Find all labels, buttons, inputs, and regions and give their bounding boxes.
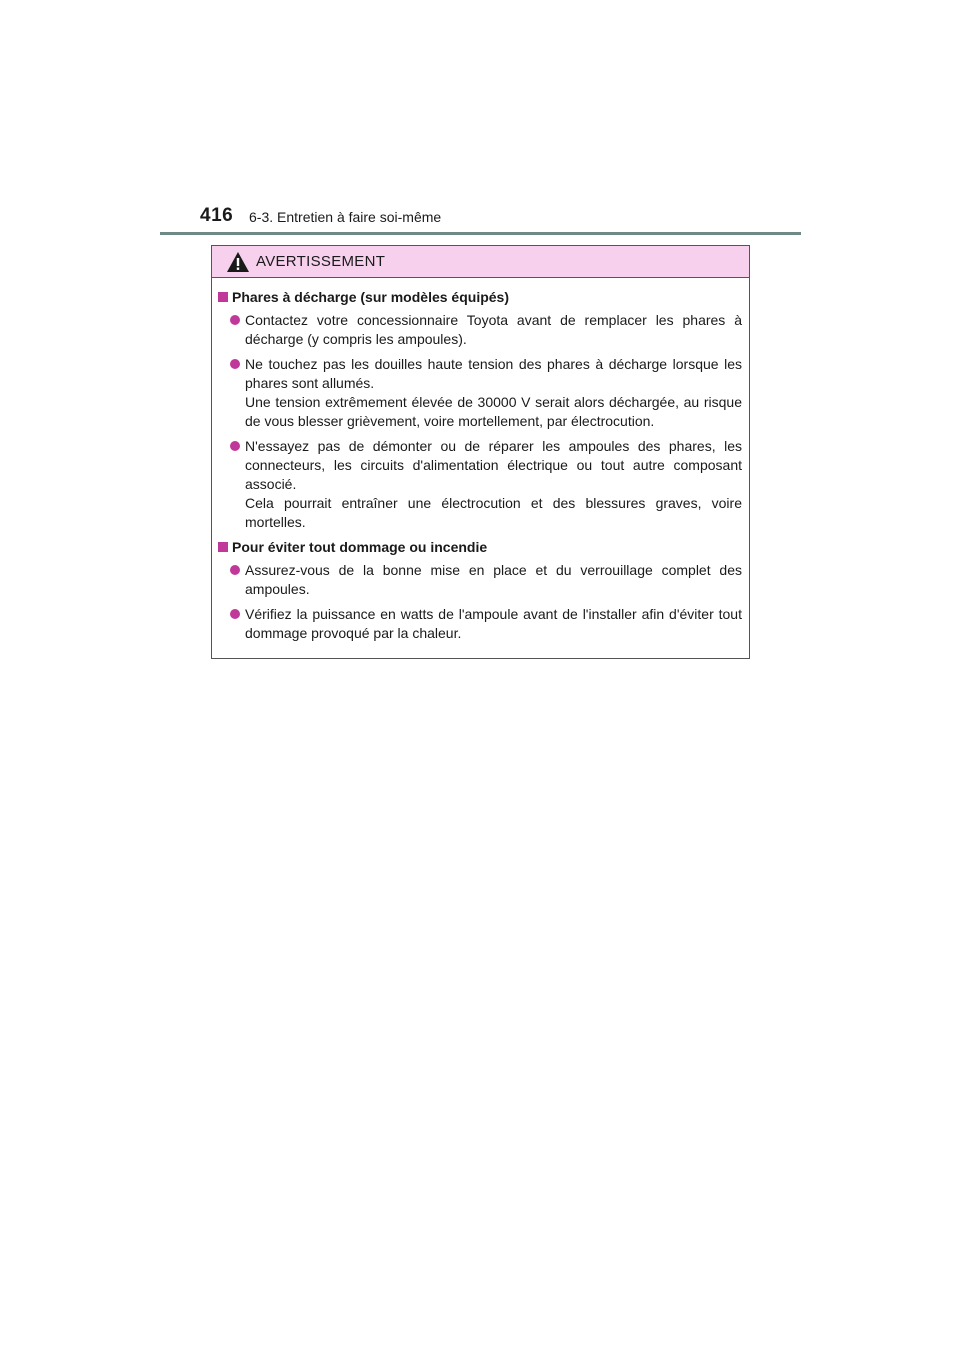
warning-box — [211, 245, 750, 659]
list-item-text — [245, 311, 742, 349]
warning-header — [212, 246, 749, 278]
section-heading-text: Phares à décharge (sur modèles équipés) — [232, 289, 509, 305]
paragraph: Cela pourrait entraîner une électrocution et des blessures graves, voire mortelles. — [245, 495, 742, 530]
list-item-text — [245, 355, 742, 431]
warning-section-headlamps — [218, 288, 742, 532]
paragraph: Une tension extrêmement élevée de 30000 V serait alors déchargée, au risque de vous blesser grièvement, voire mortellement, par électrocution. — [245, 394, 742, 429]
warning-section-damage-fire — [218, 538, 742, 643]
square-bullet-icon — [218, 292, 228, 302]
section-heading — [218, 288, 742, 307]
list-item — [218, 437, 742, 532]
list-item — [218, 561, 742, 599]
round-bullet-icon — [230, 359, 240, 369]
chapter-section-title: 6-3. Entretien à faire soi-même — [249, 209, 442, 225]
paragraph: Assurez-vous de la bonne mise en place et du verrouillage complet des ampoules. — [245, 562, 742, 597]
list-item — [218, 605, 742, 643]
page-number: 416 — [200, 205, 234, 226]
list-item-text — [245, 437, 742, 532]
section-heading — [218, 538, 742, 557]
round-bullet-icon — [230, 565, 240, 575]
header-divider — [160, 232, 801, 235]
list-item-text — [245, 605, 742, 643]
section-heading-text: Pour éviter tout dommage ou incendie — [232, 539, 488, 555]
list-item — [218, 311, 742, 349]
round-bullet-icon — [230, 609, 240, 619]
round-bullet-icon — [230, 315, 240, 325]
paragraph: Contactez votre concessionnaire Toyota avant de remplacer les phares à décharge (y compris les ampoules). — [245, 312, 742, 347]
warning-triangle-icon — [226, 251, 250, 273]
paragraph: Ne touchez pas les douilles haute tension des phares à décharge lorsque les phares sont allumés. — [245, 356, 742, 391]
paragraph: Vérifiez la puissance en watts de l'ampoule avant de l'installer afin d'éviter tout dommage provoqué par la chaleur. — [245, 606, 742, 641]
warning-title: AVERTISSEMENT — [256, 253, 386, 270]
square-bullet-icon — [218, 542, 228, 552]
round-bullet-icon — [230, 441, 240, 451]
warning-body — [212, 278, 749, 643]
paragraph: N'essayez pas de démonter ou de réparer les ampoules des phares, les connecteurs, les circuits d'alimentation électrique ou tout autre composant associé. — [245, 438, 742, 492]
list-item — [218, 355, 742, 431]
list-item-text — [245, 561, 742, 599]
